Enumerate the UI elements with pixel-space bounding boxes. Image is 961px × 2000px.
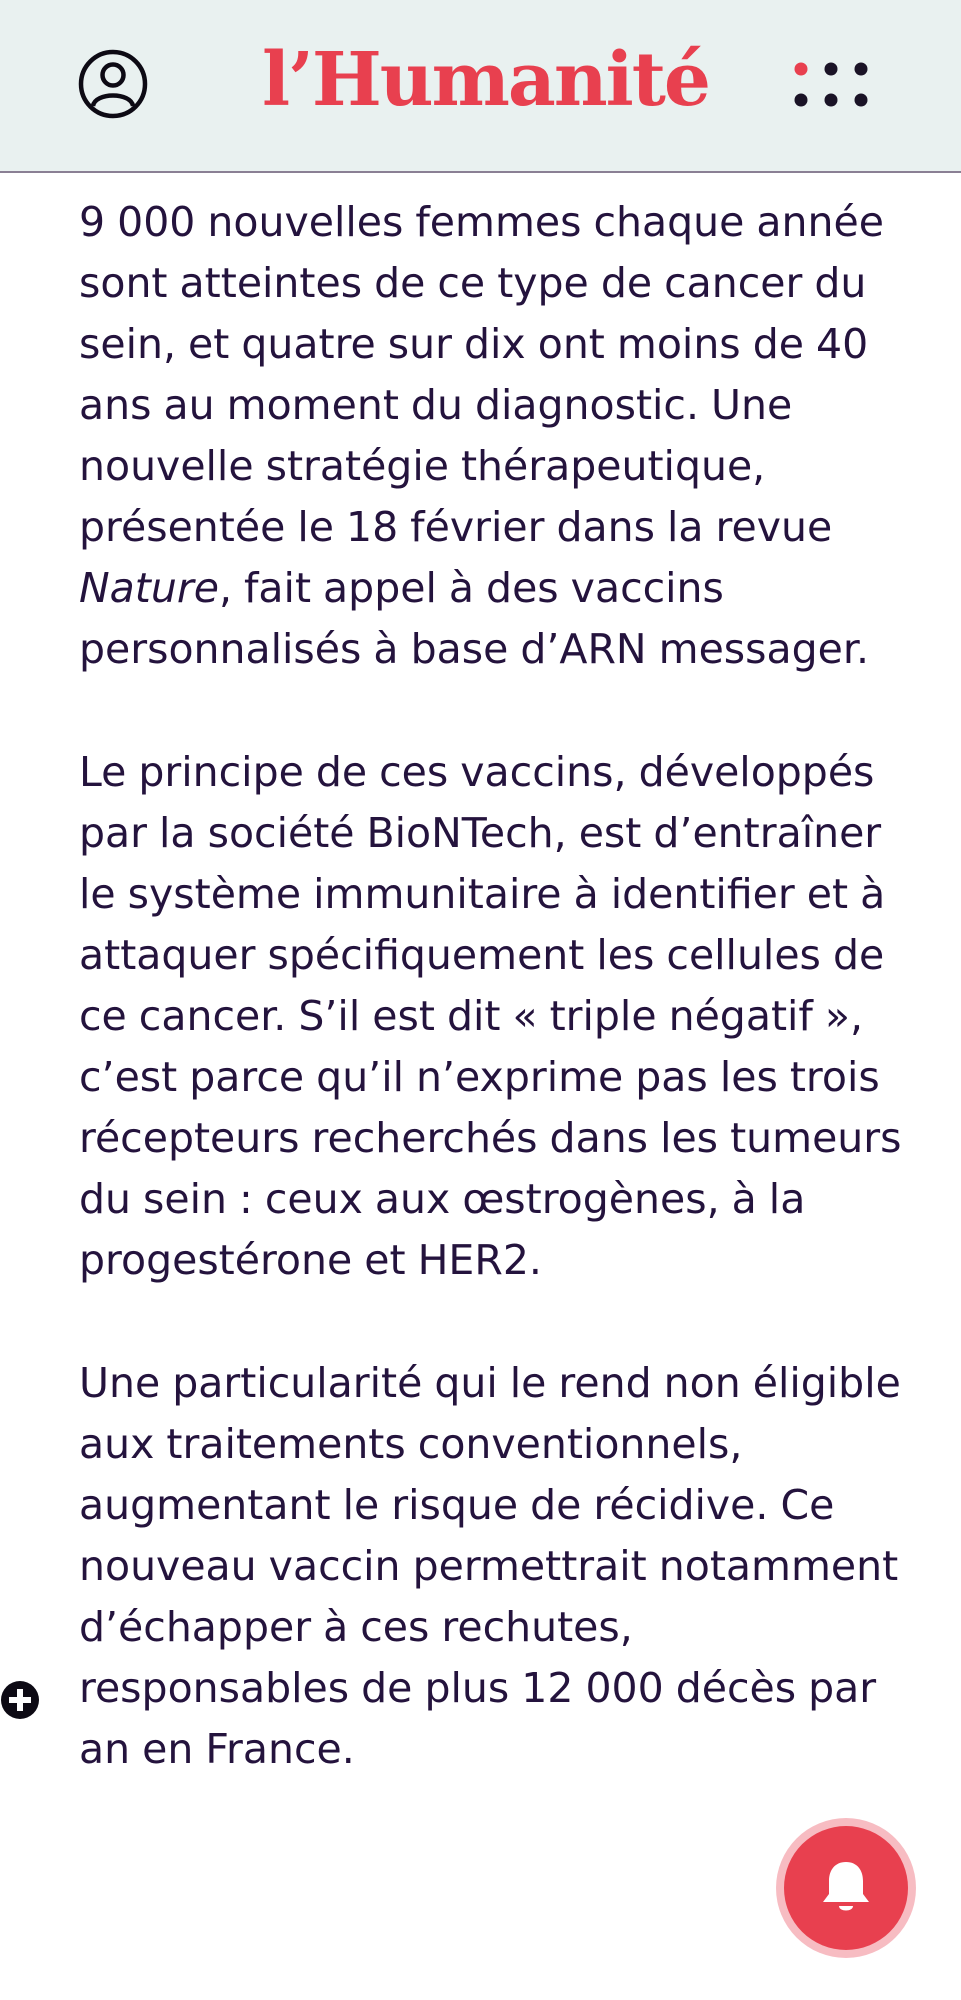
article-paragraph-3: Une particularité qui le rend non éligible aux traitements conventionnels, augmentant le risque de récidive. Ce nouveau vaccin permettrait notamment d’échapper à ces rechutes, responsables de plus 12 000 décès par an en France.	[79, 1359, 901, 1773]
site-logo[interactable]: l’Humanité	[262, 37, 710, 123]
expand-button[interactable]	[0, 1680, 40, 1720]
article-paragraph-2: Le principe de ces vaccins, développés par la société BioNTech, est d’entraîner le système immunitaire à identifier et à attaquer spécifiquement les cellules de ce cancer. S’il est dit « triple négatif », c’est parce qu’il n’exprime pas les trois récepteurs recherchés dans les tumeurs du sein : ceux aux œstrogènes, à la progestérone et HER2.	[79, 748, 902, 1284]
plus-circle-icon	[0, 1680, 40, 1720]
article-body	[79, 192, 909, 1842]
paragraph-1-text: 9 000 nouvelles femmes chaque année sont atteintes de ce type de cancer du sein, et quatre sur dix ont moins de 40 ans au moment du diagnostic. Une nouvelle stratégie thérapeutique, présentée le 18 février dans la revue	[79, 198, 884, 551]
article-paragraph-1	[79, 192, 909, 680]
menu-button[interactable]	[793, 60, 869, 110]
notification-button[interactable]	[784, 1826, 908, 1950]
paragraph-1-text-end: , fait appel à des vaccins personnalisés à base d’ARN messager.	[79, 564, 870, 673]
user-circle-icon	[78, 49, 148, 119]
journal-name: Nature	[79, 564, 219, 612]
site-header	[0, 0, 961, 173]
account-button[interactable]	[78, 49, 148, 119]
bell-icon	[814, 1856, 878, 1920]
dots-grid-icon	[793, 60, 869, 110]
